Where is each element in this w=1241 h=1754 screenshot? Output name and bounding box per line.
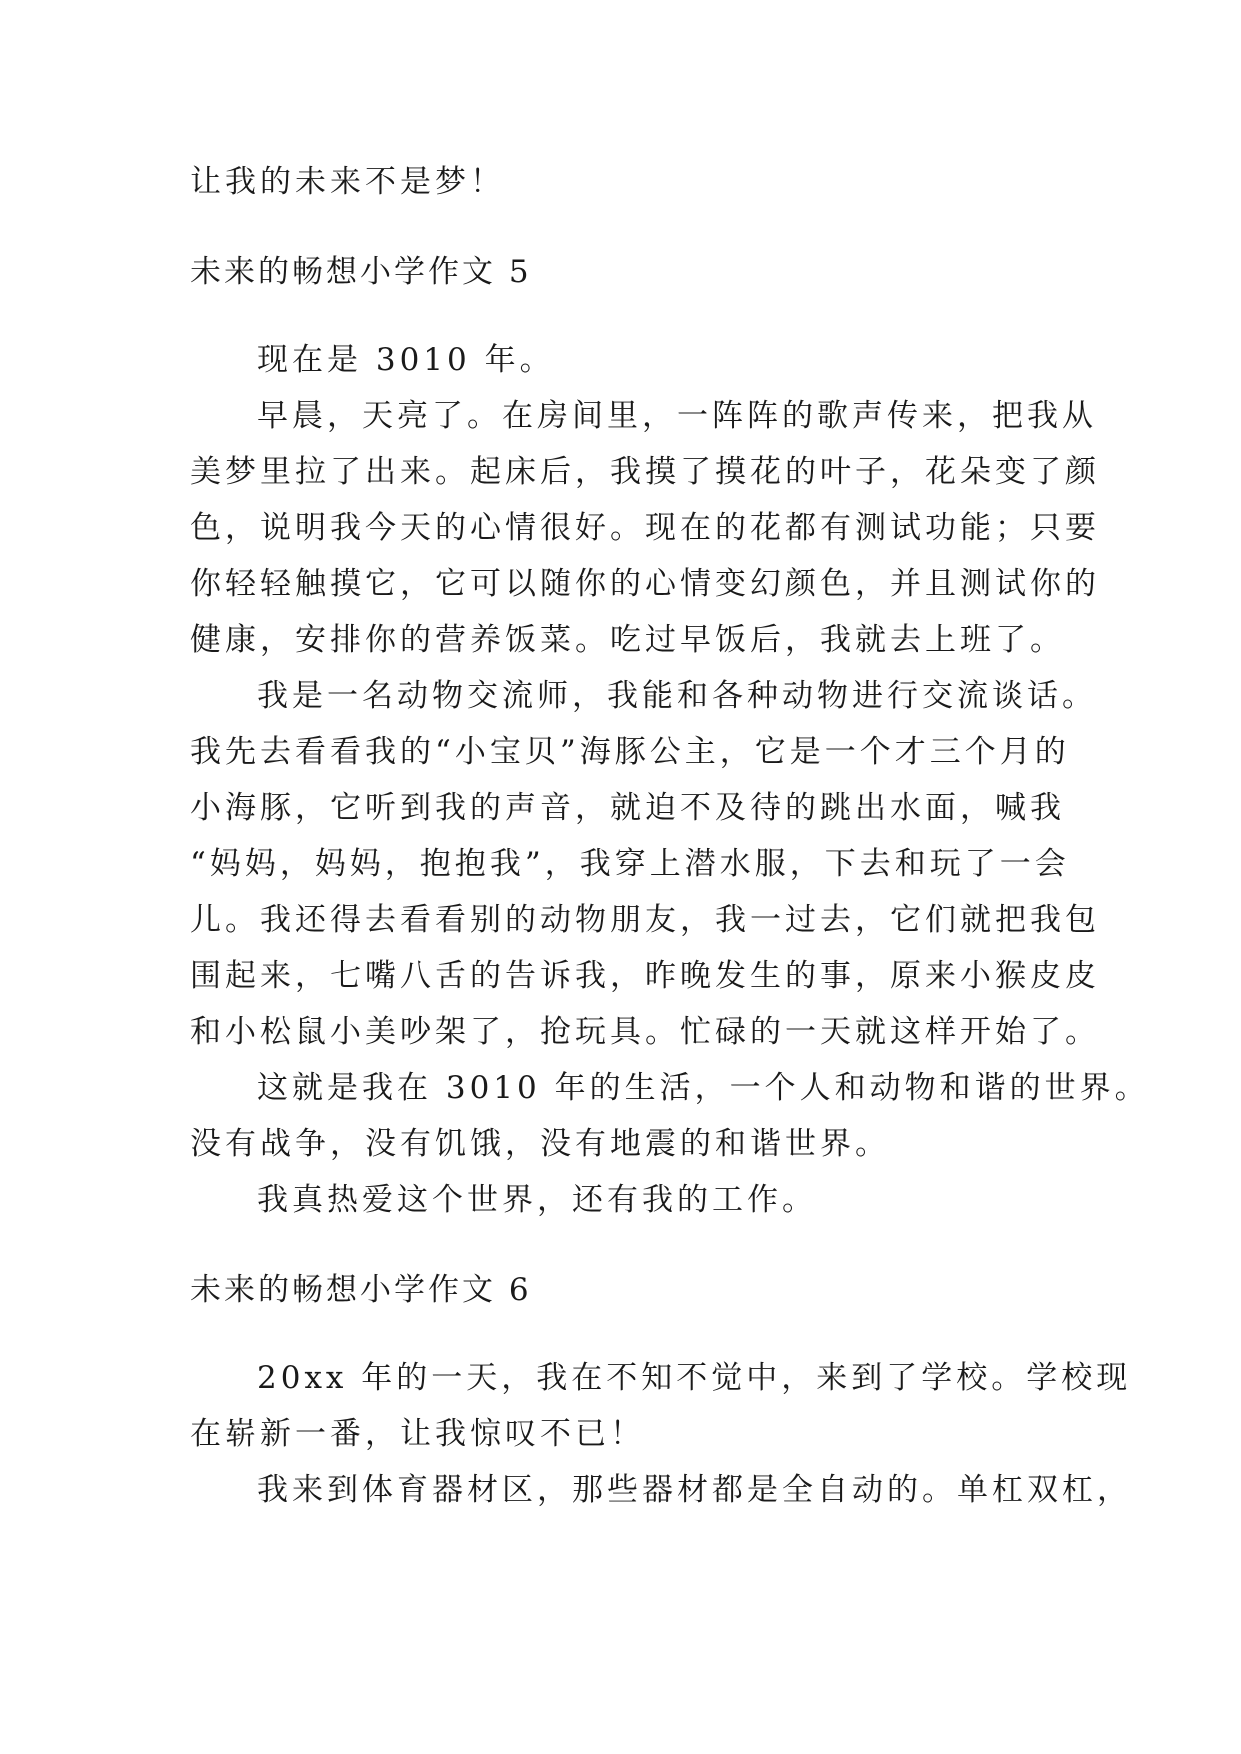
essay5-line-16: 我真热爱这个世界，还有我的工作。 bbox=[257, 1182, 817, 1218]
essay6-title: 未来的畅想小学作文 6 bbox=[190, 1272, 532, 1308]
essay6-line-2: 在崭新一番，让我惊叹不已！ bbox=[190, 1416, 645, 1452]
essay5-line-15: 没有战争，没有饥饿，没有地震的和谐世界。 bbox=[190, 1126, 890, 1162]
essay5-line-2: 早晨，天亮了。在房间里，一阵阵的歌声传来，把我从 bbox=[257, 398, 1097, 434]
essay5-line-7: 我是一名动物交流师，我能和各种动物进行交流谈话。 bbox=[257, 678, 1097, 714]
essay6-line-1: 20xx 年的一天，我在不知不觉中，来到了学校。学校现 bbox=[257, 1360, 1132, 1396]
opening-line: 让我的未来不是梦！ bbox=[190, 164, 505, 200]
essay5-line-13: 和小松鼠小美吵架了，抢玩具。忙碌的一天就这样开始了。 bbox=[190, 1014, 1100, 1050]
essay5-line-4: 色，说明我今天的心情很好。现在的花都有测试功能；只要 bbox=[190, 510, 1100, 546]
essay5-line-3: 美梦里拉了出来。起床后，我摸了摸花的叶子，花朵变了颜 bbox=[190, 454, 1100, 490]
essay5-line-10: “妈妈，妈妈，抱抱我”，我穿上潜水服，下去和玩了一会 bbox=[190, 846, 1070, 882]
essay5-line-14: 这就是我在 3010 年的生活，一个人和动物和谐的世界。 bbox=[257, 1070, 1150, 1106]
essay5-line-9: 小海豚，它听到我的声音，就迫不及待的跳出水面，喊我 bbox=[190, 790, 1065, 826]
essay5-line-11: 儿。我还得去看看别的动物朋友，我一过去，它们就把我包 bbox=[190, 902, 1100, 938]
essay5-line-12: 围起来，七嘴八舌的告诉我，昨晚发生的事，原来小猴皮皮 bbox=[190, 958, 1100, 994]
essay5-line-6: 健康，安排你的营养饭菜。吃过早饭后，我就去上班了。 bbox=[190, 622, 1065, 658]
essay5-line-8: 我先去看看我的“小宝贝”海豚公主，它是一个才三个月的 bbox=[190, 734, 1070, 770]
essay5-title: 未来的畅想小学作文 5 bbox=[190, 254, 532, 290]
essay5-line-1: 现在是 3010 年。 bbox=[257, 342, 555, 378]
essay6-line-3: 我来到体育器材区，那些器材都是全自动的。单杠双杠， bbox=[257, 1472, 1132, 1508]
essay5-line-5: 你轻轻触摸它，它可以随你的心情变幻颜色，并且测试你的 bbox=[190, 566, 1100, 602]
